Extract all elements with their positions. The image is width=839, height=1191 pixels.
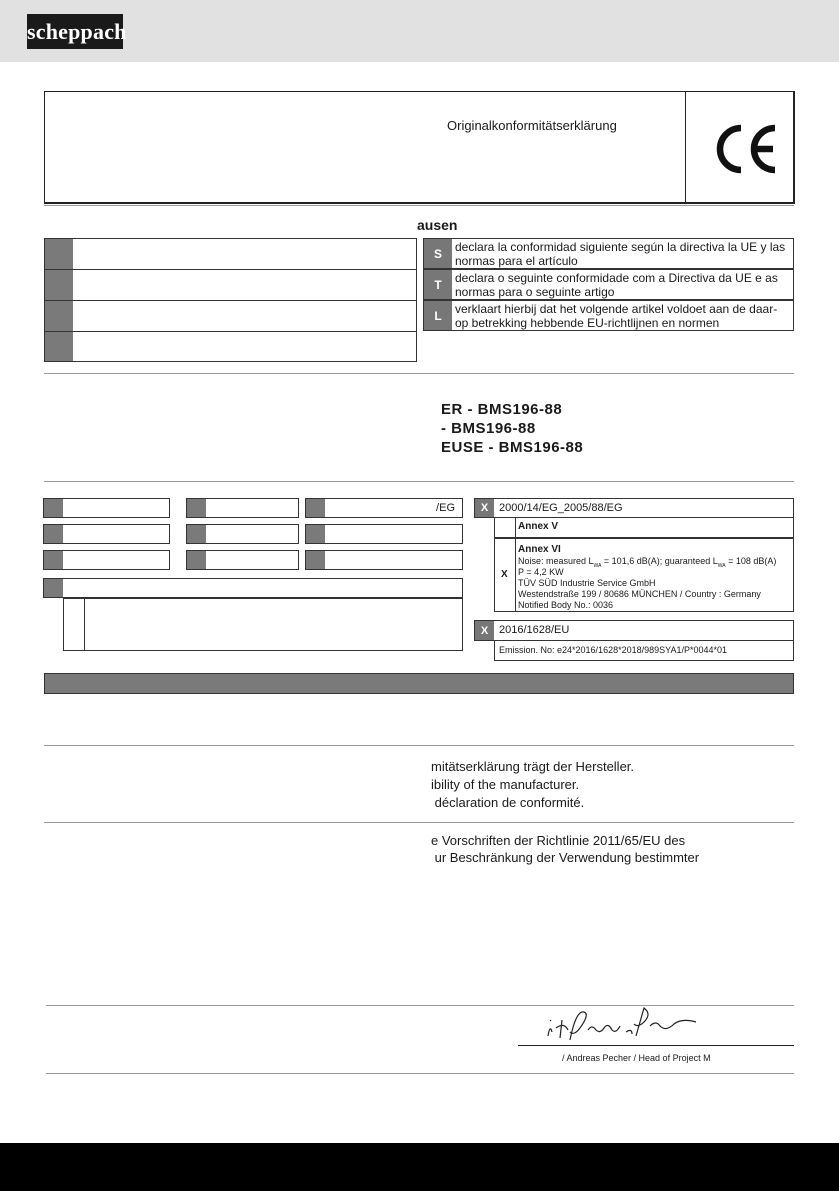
title-divider xyxy=(685,92,686,202)
language-row-left xyxy=(44,269,417,301)
language-row-left xyxy=(44,331,417,362)
language-text: declara la conformidad siguiente según la directiva la UE y las normas para el artículo xyxy=(455,240,786,268)
notified-body-number: Notified Body No.: 0036 xyxy=(518,600,614,610)
directive-label: 2016/1628/EU xyxy=(499,624,570,636)
annex-vi-label: Annex VI xyxy=(518,544,561,555)
directive-box xyxy=(186,498,299,518)
model-name: ER - BMS196-88 xyxy=(441,401,563,418)
emission-number-row xyxy=(494,640,794,661)
divider-line xyxy=(44,822,794,823)
noise-directive-row xyxy=(474,498,794,518)
directive-box xyxy=(186,524,299,544)
directive-box xyxy=(43,550,170,570)
language-row-left xyxy=(44,300,417,332)
language-row xyxy=(423,300,794,331)
language-text: verklaart hierbij dat het volgende artikel voldoet aan de daar-op betrekking hebbende EU-richtlijnen en normen xyxy=(455,302,778,330)
page-title: Originalkonformitätserklärung xyxy=(447,118,617,133)
language-row xyxy=(423,269,794,300)
rohs-text: ur Beschränkung der Verwendung bestimmter xyxy=(431,850,700,865)
responsibility-text: ibility of the manufacturer. xyxy=(431,777,580,792)
annex-v-row xyxy=(494,517,794,538)
footer-bar xyxy=(0,1143,839,1191)
directive-sub-box xyxy=(63,598,463,651)
directive-label: 2000/14/EG_2005/88/EG xyxy=(499,502,623,514)
ce-mark-icon xyxy=(705,120,780,178)
power-value: P = 4,2 KW xyxy=(518,567,564,577)
language-row-left xyxy=(44,238,417,270)
directive-box xyxy=(186,550,299,570)
checked-mark: X xyxy=(501,569,508,580)
annex-vi-row xyxy=(494,538,794,612)
directive-box xyxy=(43,578,463,598)
directive-box xyxy=(43,498,170,518)
directive-label: /EG xyxy=(436,502,455,514)
title-box xyxy=(44,91,795,204)
emission-directive-row xyxy=(474,620,794,641)
signature-caption: / Andreas Pecher / Head of Project M xyxy=(562,1053,711,1063)
directive-box xyxy=(305,498,463,518)
annex-v-label: Annex V xyxy=(518,521,559,532)
checked-mark: X xyxy=(475,499,494,517)
divider-line xyxy=(44,481,794,482)
directive-box xyxy=(43,524,170,544)
divider-line xyxy=(44,373,794,374)
standards-band xyxy=(44,673,794,694)
language-row xyxy=(423,238,794,269)
language-text: declara o seguinte conformidade com a Directiva da UE e as normas para o seguinte artigo xyxy=(455,271,778,299)
responsibility-text: mitätserklärung trägt der Hersteller. xyxy=(431,759,635,774)
signature-line xyxy=(518,1045,794,1046)
emission-number: Emission. No: e24*2016/1628*2018/989SYA1/P*0044*01 xyxy=(499,645,728,655)
language-heading: ausen xyxy=(417,217,458,233)
rohs-text: e Vorschriften der Richtlinie 2011/65/EU des xyxy=(431,833,686,848)
signature-image xyxy=(540,1006,720,1046)
checked-mark: X xyxy=(475,621,494,640)
notified-body: TÜV SÜD Industrie Service GmbH xyxy=(518,578,656,588)
divider-line xyxy=(44,205,794,206)
directive-box xyxy=(305,524,463,544)
responsibility-text: déclaration de conformité. xyxy=(431,795,585,810)
model-name: - BMS196-88 xyxy=(441,420,536,437)
language-code: S xyxy=(424,239,452,268)
directive-box xyxy=(305,550,463,570)
notified-body-address: Westendstraße 199 / 80686 MÜNCHEN / Country : Germany xyxy=(518,589,761,599)
model-name: EUSE - BMS196-88 xyxy=(441,439,584,456)
noise-values: Noise: measured $L_{WA} = 101,6$ dB(A); guaranteed $L_{WA} = 108$ dB(A) xyxy=(518,556,777,569)
divider-line xyxy=(46,1073,794,1074)
divider-line xyxy=(44,745,794,746)
language-code: L xyxy=(424,301,452,330)
brand-logo: scheppach xyxy=(27,14,123,49)
language-code: T xyxy=(424,270,452,299)
